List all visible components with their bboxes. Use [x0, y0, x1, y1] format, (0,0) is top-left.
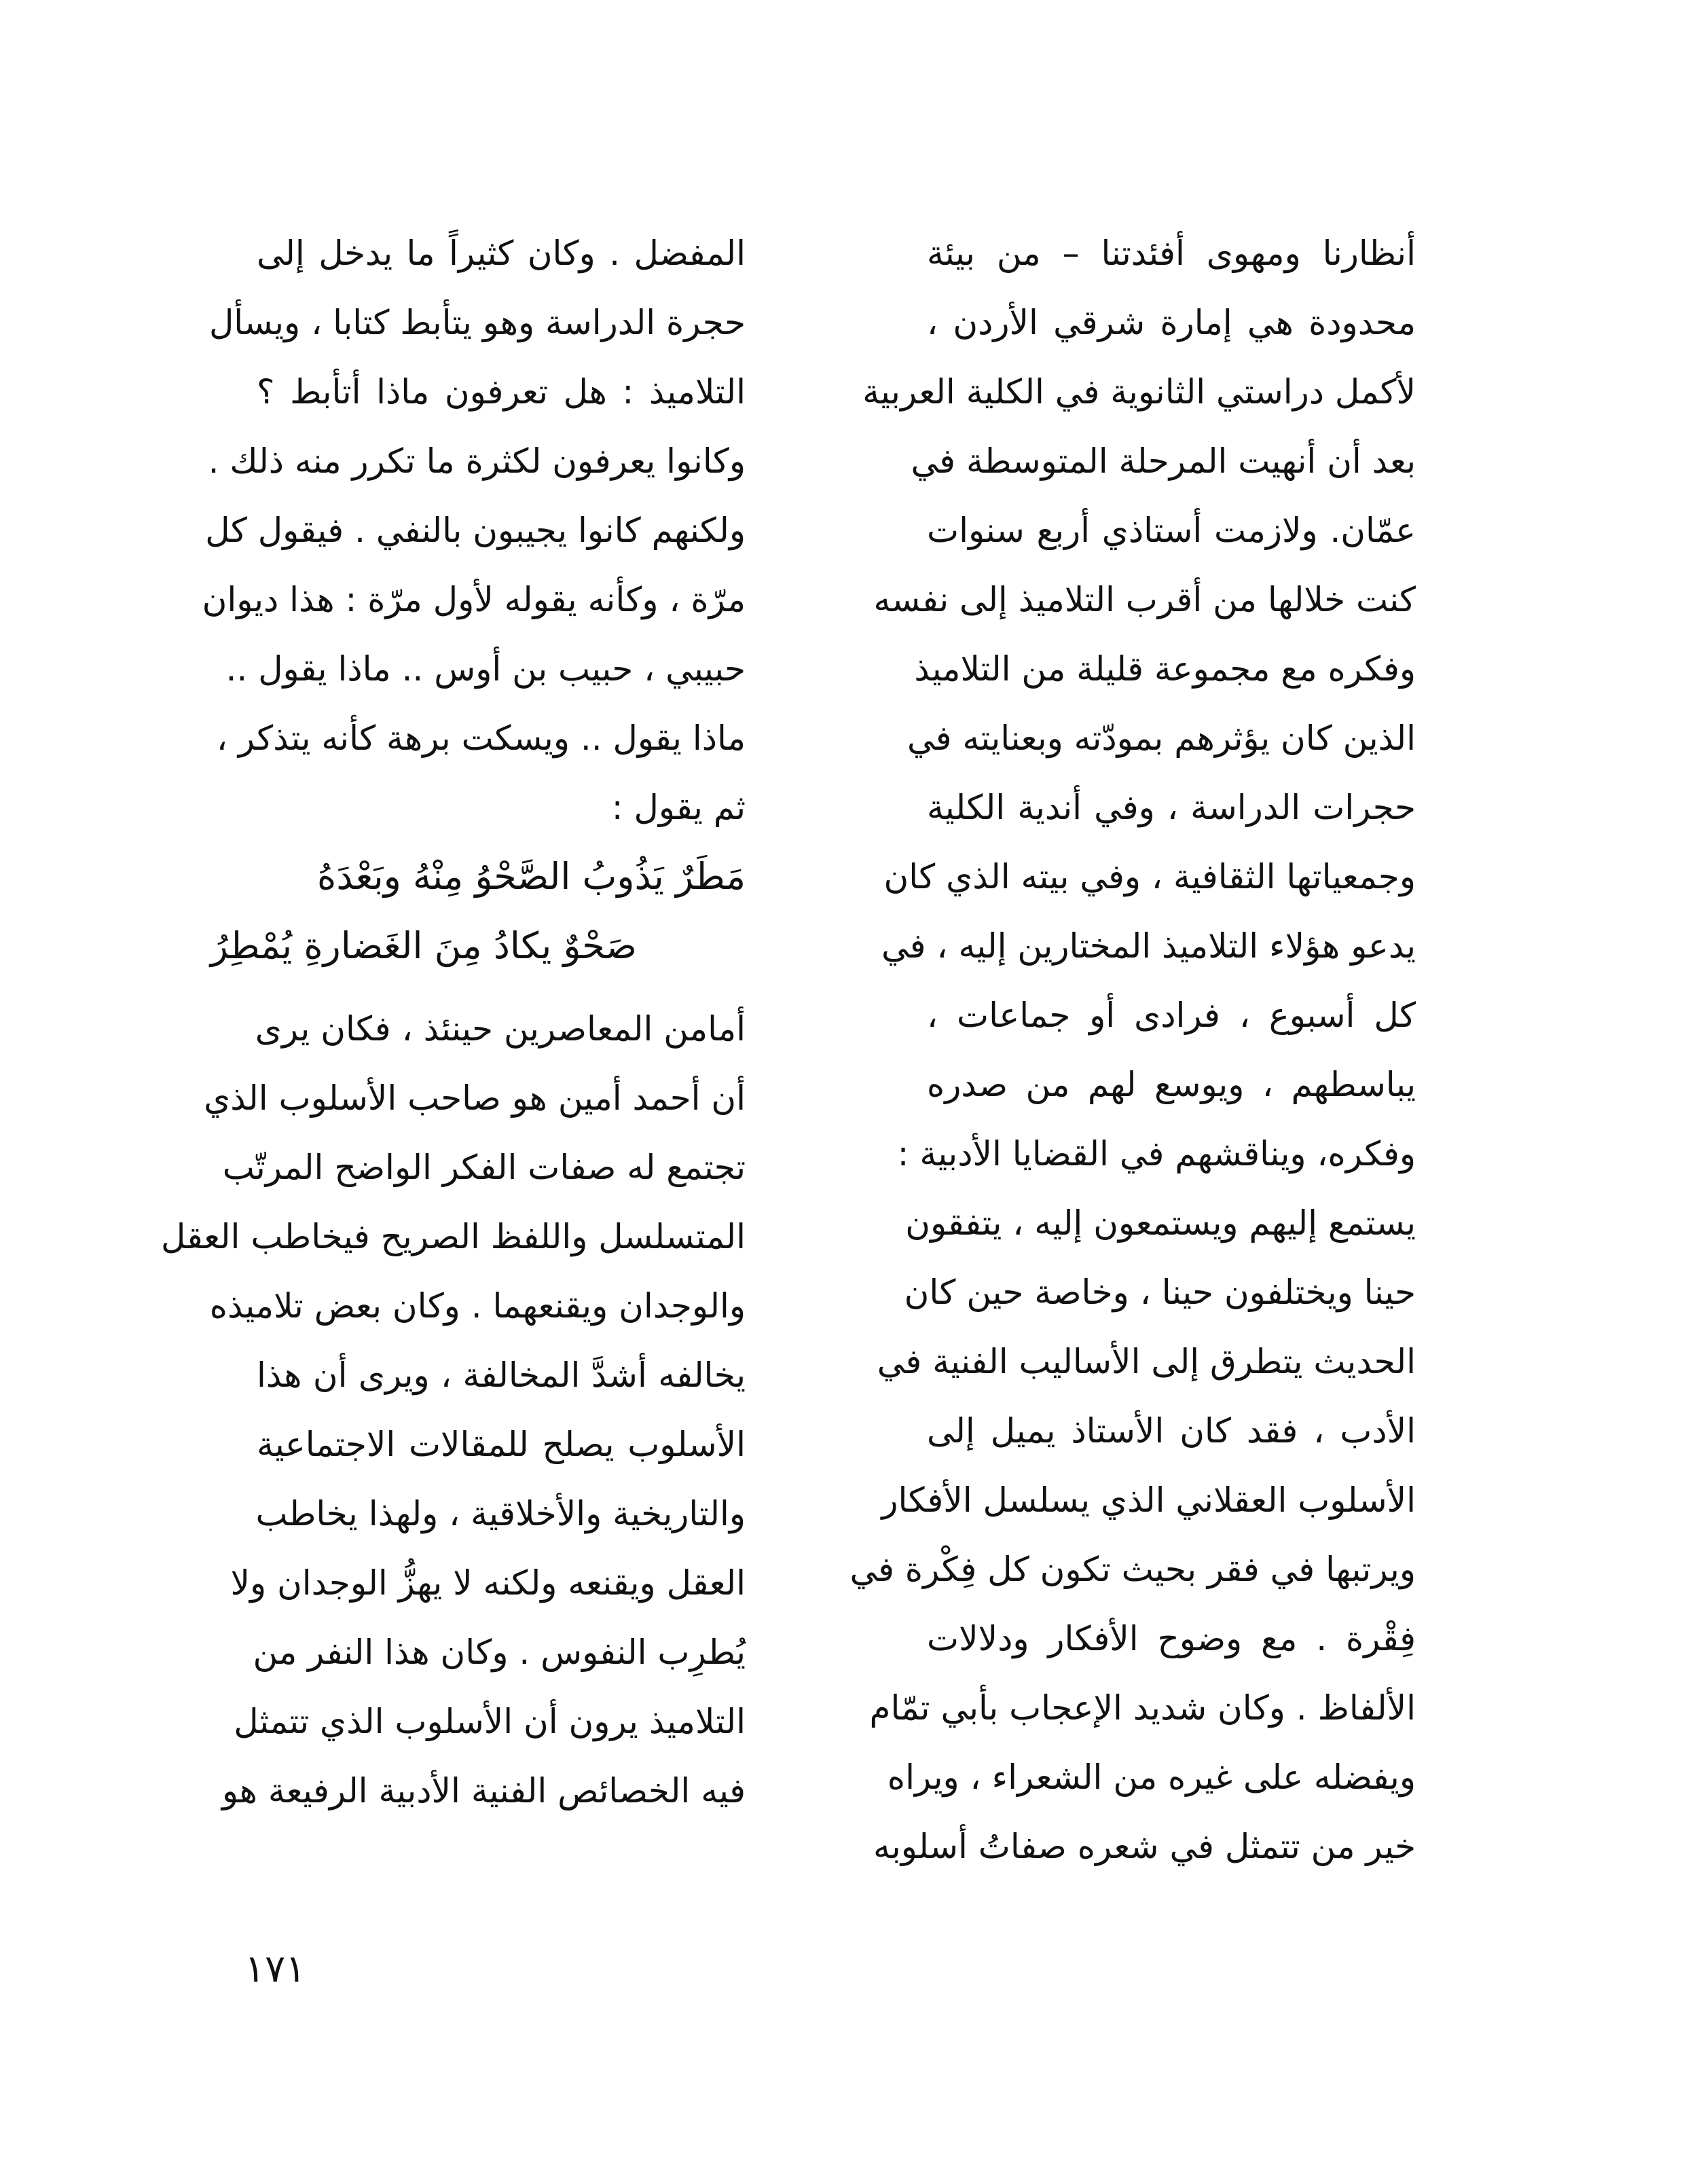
text-line: وفكره، ويناقشهم في القضايا الأدبية : [897, 1134, 1416, 1173]
text-line: المتسلسل واللفظ الصريح فيخاطب العقل [161, 1217, 746, 1256]
text-line: فيه الخصائص الفنية الأدبية الرفيعة هو [221, 1771, 746, 1810]
text-line: يباسطهم ، ويوسع لهم من صدره [927, 1065, 1416, 1104]
text-line: حجرة الدراسة وهو يتأبط كتابا ، ويسأل [208, 303, 746, 342]
text-line: لأكمل دراستي الثانوية في الكلية العربية [862, 372, 1416, 412]
text-line: أن أحمد أمين هو صاحب الأسلوب الذي [204, 1078, 746, 1118]
text-line: محدودة هي إمارة شرقي الأردن ، [927, 303, 1416, 342]
text-line: وجمعياتها الثقافية ، وفي بيته الذي كان [883, 857, 1416, 896]
left-text-column [161, 219, 746, 1825]
text-line: الألفاظ . وكان شديد الإعجاب بأبي تمّام [869, 1688, 1416, 1728]
text-line: التلاميذ يرون أن الأسلوب الذي تتمثل [234, 1702, 746, 1741]
text-line: الذين كان يؤثرهم بمودّته وبعنايته في [907, 718, 1416, 758]
text-line: فِقْرة . مع وضوح الأفكار ودلالات [927, 1619, 1416, 1658]
text-line: يُطرِب النفوس . وكان هذا النفر من [253, 1633, 746, 1672]
text-line: العقل ويقنعه ولكنه لا يهزُّ الوجدان ولا [230, 1563, 746, 1603]
text-line: الحديث يتطرق إلى الأساليب الفنية في [877, 1342, 1416, 1381]
right-text-column [849, 219, 1416, 1881]
text-line: يستمع إليهم ويستمعون إليه ، يتفقون [905, 1203, 1416, 1243]
text-line: بعد أن أنهيت المرحلة المتوسطة في [911, 441, 1416, 481]
text-line: والوجدان ويقنعهما . وكان بعض تلاميذه [209, 1286, 746, 1326]
text-line: ماذا يقول .. ويسكت برهة كأنه يتذكر ، [216, 718, 746, 758]
text-line: أنظارنا ومهوى أفئدتنا – من بيئة [927, 234, 1416, 273]
text-line: حجرات الدراسة ، وفي أندية الكلية [927, 788, 1416, 827]
poem-verse-line-1: مَطَرٌ يَذُوبُ الصَّحْوُ مِنْهُ وبَعْدَهُ [317, 855, 746, 898]
text-line: ويفضله على غيره من الشعراء ، ويراه [887, 1758, 1416, 1797]
text-line: الأسلوب يصلح للمقالات الاجتماعية [257, 1425, 746, 1464]
text-line: وكانوا يعرفون لكثرة ما تكرر منه ذلك . [208, 441, 746, 481]
text-line: كنت خلالها من أقرب التلاميذ إلى نفسه [873, 580, 1416, 619]
text-line: الأدب ، فقد كان الأستاذ يميل إلى [927, 1411, 1416, 1451]
text-line: ثم يقول : [611, 788, 746, 827]
text-line: الأسلوب العقلاني الذي يسلسل الأفكار [881, 1480, 1416, 1520]
text-line: تجتمع له صفات الفكر الواضح المرتّب [222, 1148, 746, 1187]
text-line: ولكنهم كانوا يجيبون بالنفي . فيقول كل [205, 511, 746, 550]
text-line: خير من تتمثل في شعره صفاتُ أسلوبه [873, 1827, 1416, 1866]
text-line: ويرتبها في فقر بحيث تكون كل فِكْرة في [849, 1550, 1416, 1589]
verse-spacer [257, 981, 746, 994]
text-line: حينا ويختلفون حينا ، وخاصة حين كان [904, 1273, 1416, 1312]
text-line: يدعو هؤلاء التلاميذ المختارين إليه ، في [881, 926, 1416, 966]
text-line: التلاميذ : هل تعرفون ماذا أتأبط ؟ [257, 372, 746, 412]
text-line: حبيبي ، حبيب بن أوس .. ماذا يقول .. [225, 649, 746, 689]
text-line: أمامن المعاصرين حينئذ ، فكان يرى [255, 1009, 746, 1049]
text-line: والتاريخية والأخلاقية ، ولهذا يخاطب [255, 1494, 746, 1533]
text-line: كل أسبوع ، فرادى أو جماعات ، [927, 996, 1416, 1035]
poem-verse-line-2: صَحْوٌ يكادُ مِنَ الغَضارةِ يُمْطِرُ [210, 924, 637, 967]
text-line: عمّان. ولازمت أستاذي أربع سنوات [927, 511, 1416, 550]
text-line: المفضل . وكان كثيراً ما يدخل إلى [257, 234, 746, 273]
text-line: يخالفه أشدَّ المخالفة ، ويرى أن هذا [257, 1355, 746, 1395]
text-line: مرّة ، وكأنه يقوله لأول مرّة : هذا ديوان [202, 580, 746, 619]
page-number: ١٧١ [244, 1947, 306, 1991]
text-line: وفكره مع مجموعة قليلة من التلاميذ [914, 649, 1416, 689]
